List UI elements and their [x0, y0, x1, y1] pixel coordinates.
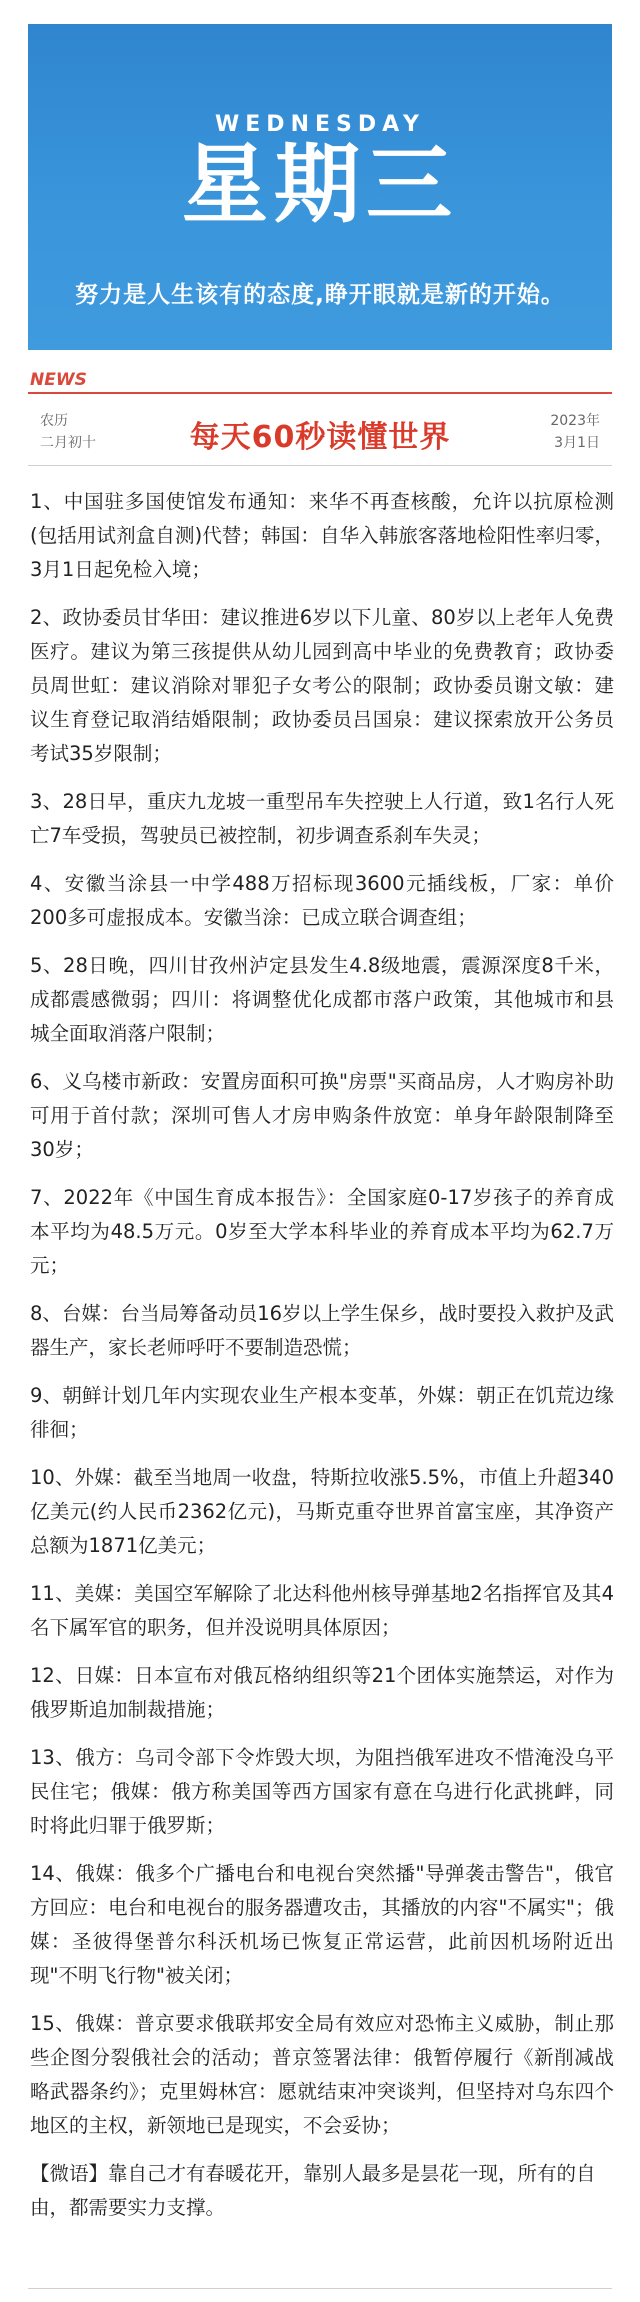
- header-bottom-divider: [28, 465, 612, 466]
- news-item: 4、安徽当涂县一中学488万招标现3600元插线板，厂家：单价200多可虚报成本。安徽当涂：已成立联合调查组；: [30, 872, 614, 929]
- news-item: 8、台媒：台当局筹备动员16岁以上学生保乡，战时要投入救护及武器生产，家长老师呼吁不要制造恐慌；: [30, 1302, 614, 1359]
- news-item: 1、中国驻多国使馆发布通知：来华不再查核酸，允许以抗原检测(包括用试剂盒自测)代替；韩国：自华入韩旅客落地检阳性率归零，3月1日起免检入境；: [30, 490, 614, 581]
- page-title: 每天60秒读懂世界: [189, 420, 451, 455]
- news-item: 11、美媒：美国空军解除了北达科他州核导弹基地2名指挥官及其4名下属军官的职务，但并没说明具体原因；: [30, 1582, 614, 1639]
- year-label: 2023年: [550, 413, 600, 429]
- news-item: 15、俄媒：普京要求俄联邦安全局有效应对恐怖主义威胁，制止那些企图分裂俄社会的活动；普京签署法律：俄暂停履行《新削减战略武器条约》；克里姆林宫：愿就结束冲突谈判，但坚持对乌东四个地区的主权，新领地已是现实，不会妥协；: [30, 2012, 614, 2137]
- news-item: 13、俄方：乌司令部下令炸毁大坝，为阻挡俄军进攻不惜淹没乌平民住宅；俄媒：俄方称美国等西方国家有意在乌进行化武挑衅，同时将此归罪于俄罗斯；: [30, 1746, 614, 1837]
- daily-quote: 【微语】靠自己才有春暖花开，靠别人最多是昙花一现，所有的自由，都需要实力支撑。: [30, 2162, 596, 2219]
- news-item: 6、义乌楼市新政：安置房面积可换"房票"买商品房，人才购房补助可用于首付款；深圳可售人才房申购条件放宽：单身年龄限制降至30岁；: [30, 1070, 614, 1161]
- weekday-chinese: 星期三: [182, 135, 458, 235]
- header-divider: [28, 392, 612, 394]
- footer-divider: [28, 2288, 612, 2289]
- news-item: 7、2022年《中国生育成本报告》：全国家庭0-17岁孩子的养育成本平均为48.5万元。0岁至大学本科毕业的养育成本平均为62.7万元；: [30, 1186, 614, 1277]
- weekday-banner: [28, 24, 612, 350]
- lunar-date: 二月初十: [40, 435, 96, 451]
- gregorian-date-block: [510, 410, 600, 454]
- news-item: 14、俄媒：俄多个广播电台和电视台突然播"导弹袭击警告"，俄官方回应：电台和电视台的服务器遭攻击，其播放的内容"不属实"；俄媒：圣彼得堡普尔科沃机场已恢复正常运营，此前因机场附近出现"不明飞行物"被关闭；: [30, 1862, 614, 1987]
- lunar-date-block: [40, 410, 110, 454]
- lunar-label: 农历: [40, 413, 68, 429]
- news-list: [30, 485, 614, 2245]
- news-item: 3、28日早，重庆九龙坡一重型吊车失控驶上人行道，致1名行人死亡7车受损，驾驶员已被控制，初步调查系刹车失灵；: [30, 790, 614, 847]
- news-tag: NEWS: [30, 370, 87, 390]
- news-item: 2、政协委员甘华田：建议推进6岁以下儿童、80岁以上老年人免费医疗。建议为第三孩提供从幼儿园到高中毕业的免费教育；政协委员周世虹：建议消除对罪犯子女考公的限制；政协委员谢文敏：建议生育登记取消结婚限制；政协委员吕国泉：建议探索放开公务员考试35岁限制；: [30, 606, 614, 765]
- date-label: 3月1日: [554, 435, 600, 451]
- news-item: 10、外媒：截至当地周一收盘，特斯拉收涨5.5%，市值上升超340亿美元(约人民币2362亿元)，马斯克重夺世界首富宝座，其净资产总额为1871亿美元；: [30, 1466, 614, 1557]
- banner-motto: 努力是人生该有的态度,睁开眼就是新的开始。: [75, 282, 565, 308]
- weekday-english: WEDNESDAY: [215, 112, 425, 137]
- news-item: 5、28日晚，四川甘孜州泸定县发生4.8级地震，震源深度8千米，成都震感微弱；四川：将调整优化成都市落户政策，其他城市和县城全面取消落户限制；: [30, 954, 614, 1045]
- news-item: 9、朝鲜计划几年内实现农业生产根本变革，外媒：朝正在饥荒边缘徘徊；: [30, 1384, 614, 1441]
- news-item: 12、日媒：日本宣布对俄瓦格纳组织等21个团体实施禁运，对作为俄罗斯追加制裁措施；: [30, 1664, 614, 1721]
